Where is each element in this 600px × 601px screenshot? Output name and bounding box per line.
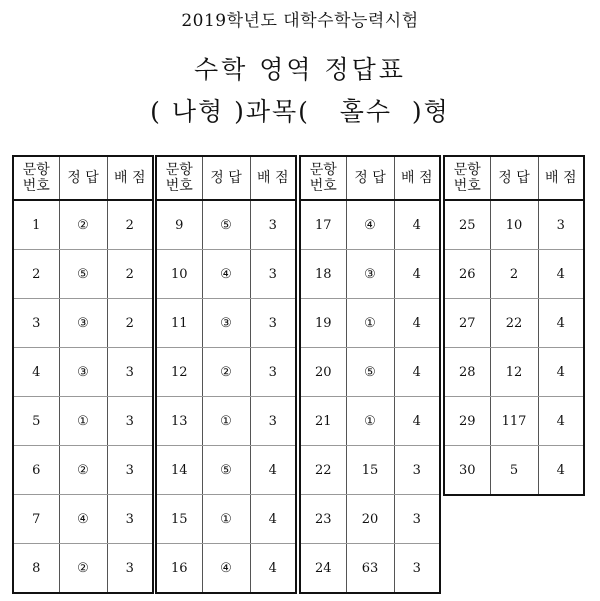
col-header-points-label: 배 점	[545, 170, 577, 186]
col-header-answer-label: 정 답	[354, 170, 386, 186]
points-cell: 4	[250, 544, 296, 594]
question-number: 17	[300, 200, 346, 250]
col-header-points-label: 배 점	[257, 170, 289, 186]
points-cell: 3	[107, 397, 153, 446]
question-number: 20	[300, 348, 346, 397]
points-cell: 3	[107, 544, 153, 594]
question-number: 28	[444, 348, 490, 397]
col-header-answer	[59, 156, 107, 200]
table-row	[300, 544, 440, 594]
points-cell: 2	[107, 299, 153, 348]
col-header-number-label: 문항 번호	[165, 162, 193, 194]
col-header-answer-label: 정 답	[498, 170, 530, 186]
answer-cell: ④	[59, 495, 107, 544]
table-row	[444, 250, 584, 299]
answer-cell: ②	[59, 200, 107, 250]
answer-cell: 15	[346, 446, 394, 495]
col-header-points	[394, 156, 440, 200]
points-cell: 3	[107, 348, 153, 397]
question-number: 7	[13, 495, 59, 544]
points-cell: 3	[250, 250, 296, 299]
points-cell: 3	[250, 348, 296, 397]
answer-cell: ①	[59, 397, 107, 446]
points-cell: 3	[250, 200, 296, 250]
col-header-points-label: 배 점	[114, 170, 146, 186]
answer-cell: ②	[202, 348, 250, 397]
col-header-points-label: 배 점	[401, 170, 433, 186]
question-number: 24	[300, 544, 346, 594]
question-number: 3	[13, 299, 59, 348]
answer-cell: ④	[202, 250, 250, 299]
question-number: 22	[300, 446, 346, 495]
table-row	[156, 348, 296, 397]
col-header-points	[107, 156, 153, 200]
col-header-number	[300, 156, 346, 200]
question-number: 8	[13, 544, 59, 594]
table-row	[13, 299, 153, 348]
table-row	[300, 397, 440, 446]
answer-cell: ④	[346, 200, 394, 250]
points-cell: 3	[250, 299, 296, 348]
answer-cell: 63	[346, 544, 394, 594]
points-cell: 4	[538, 250, 584, 299]
table-row	[300, 250, 440, 299]
question-number: 21	[300, 397, 346, 446]
answer-block-4	[443, 155, 585, 496]
question-number: 18	[300, 250, 346, 299]
col-header-number-label: 문항 번호	[22, 162, 50, 194]
col-header-answer	[490, 156, 538, 200]
points-cell: 3	[394, 495, 440, 544]
table-row	[444, 200, 584, 250]
answer-cell: 20	[346, 495, 394, 544]
col-header-points	[250, 156, 296, 200]
points-cell: 3	[107, 446, 153, 495]
question-number: 6	[13, 446, 59, 495]
table-row	[300, 446, 440, 495]
question-number: 1	[13, 200, 59, 250]
table-row	[13, 348, 153, 397]
table-row	[13, 250, 153, 299]
question-number: 10	[156, 250, 202, 299]
table-row	[444, 397, 584, 446]
points-cell: 3	[394, 544, 440, 594]
subject-type-line: ( 나형 )과목( 홀수 )형	[150, 97, 450, 126]
question-number: 29	[444, 397, 490, 446]
table-row	[156, 446, 296, 495]
points-cell: 4	[394, 348, 440, 397]
answer-cell: ⑤	[59, 250, 107, 299]
header-row	[13, 156, 153, 200]
table-row	[444, 446, 584, 496]
table-row	[156, 200, 296, 250]
col-header-answer-label: 정 답	[67, 170, 99, 186]
points-cell: 2	[107, 200, 153, 250]
question-number: 14	[156, 446, 202, 495]
answer-cell: ③	[59, 348, 107, 397]
answer-cell: 12	[490, 348, 538, 397]
answer-block-1	[12, 155, 154, 594]
col-header-answer-label: 정 답	[210, 170, 242, 186]
points-cell: 3	[107, 495, 153, 544]
points-cell: 4	[538, 397, 584, 446]
points-cell: 3	[538, 200, 584, 250]
exam-subtitle: 2019학년도 대학수학능력시험	[181, 11, 419, 31]
table-row	[300, 299, 440, 348]
header-row	[300, 156, 440, 200]
question-number: 30	[444, 446, 490, 496]
col-header-answer	[346, 156, 394, 200]
points-cell: 3	[250, 397, 296, 446]
answer-cell: ③	[59, 299, 107, 348]
table-row	[13, 544, 153, 594]
question-number: 13	[156, 397, 202, 446]
col-header-answer	[202, 156, 250, 200]
table-row	[300, 495, 440, 544]
points-cell: 4	[250, 446, 296, 495]
answer-cell: ①	[202, 495, 250, 544]
table-row	[156, 299, 296, 348]
question-number: 19	[300, 299, 346, 348]
answer-cell: ①	[346, 299, 394, 348]
answer-cell: ⑤	[202, 200, 250, 250]
col-header-number	[156, 156, 202, 200]
question-number: 23	[300, 495, 346, 544]
answer-block-2	[155, 155, 297, 594]
table-row	[156, 495, 296, 544]
answer-cell: 22	[490, 299, 538, 348]
question-number: 15	[156, 495, 202, 544]
col-header-number	[444, 156, 490, 200]
table-row	[156, 544, 296, 594]
points-cell: 4	[250, 495, 296, 544]
table-row	[444, 299, 584, 348]
points-cell: 2	[107, 250, 153, 299]
answer-cell: 2	[490, 250, 538, 299]
col-header-number-label: 문항 번호	[453, 162, 481, 194]
answer-cell: ③	[202, 299, 250, 348]
answer-cell: ④	[202, 544, 250, 594]
answer-cell: ①	[202, 397, 250, 446]
header-row	[156, 156, 296, 200]
table-row	[300, 348, 440, 397]
answer-cell: 117	[490, 397, 538, 446]
points-cell: 4	[394, 397, 440, 446]
table-row	[13, 446, 153, 495]
answer-cell: ③	[346, 250, 394, 299]
question-number: 2	[13, 250, 59, 299]
points-cell: 4	[394, 250, 440, 299]
points-cell: 3	[394, 446, 440, 495]
table-row	[156, 250, 296, 299]
question-number: 26	[444, 250, 490, 299]
question-number: 16	[156, 544, 202, 594]
table-row	[13, 495, 153, 544]
points-cell: 4	[538, 446, 584, 496]
question-number: 12	[156, 348, 202, 397]
points-cell: 4	[538, 348, 584, 397]
answer-cell: ⑤	[202, 446, 250, 495]
table-row	[300, 200, 440, 250]
answer-cell: 5	[490, 446, 538, 496]
page-title: 수학 영역 정답표	[194, 55, 406, 84]
col-header-points	[538, 156, 584, 200]
question-number: 25	[444, 200, 490, 250]
header-row	[444, 156, 584, 200]
col-header-number-label: 문항 번호	[309, 162, 337, 194]
answer-cell: ②	[59, 544, 107, 594]
question-number: 11	[156, 299, 202, 348]
table-row	[13, 200, 153, 250]
table-row	[444, 348, 584, 397]
question-number: 5	[13, 397, 59, 446]
answer-cell: 10	[490, 200, 538, 250]
question-number: 4	[13, 348, 59, 397]
col-header-number	[13, 156, 59, 200]
table-row	[13, 397, 153, 446]
points-cell: 4	[394, 200, 440, 250]
question-number: 9	[156, 200, 202, 250]
question-number: 27	[444, 299, 490, 348]
answer-cell: ①	[346, 397, 394, 446]
points-cell: 4	[394, 299, 440, 348]
answer-cell: ⑤	[346, 348, 394, 397]
answer-cell: ②	[59, 446, 107, 495]
answer-block-3	[299, 155, 441, 594]
points-cell: 4	[538, 299, 584, 348]
table-row	[156, 397, 296, 446]
